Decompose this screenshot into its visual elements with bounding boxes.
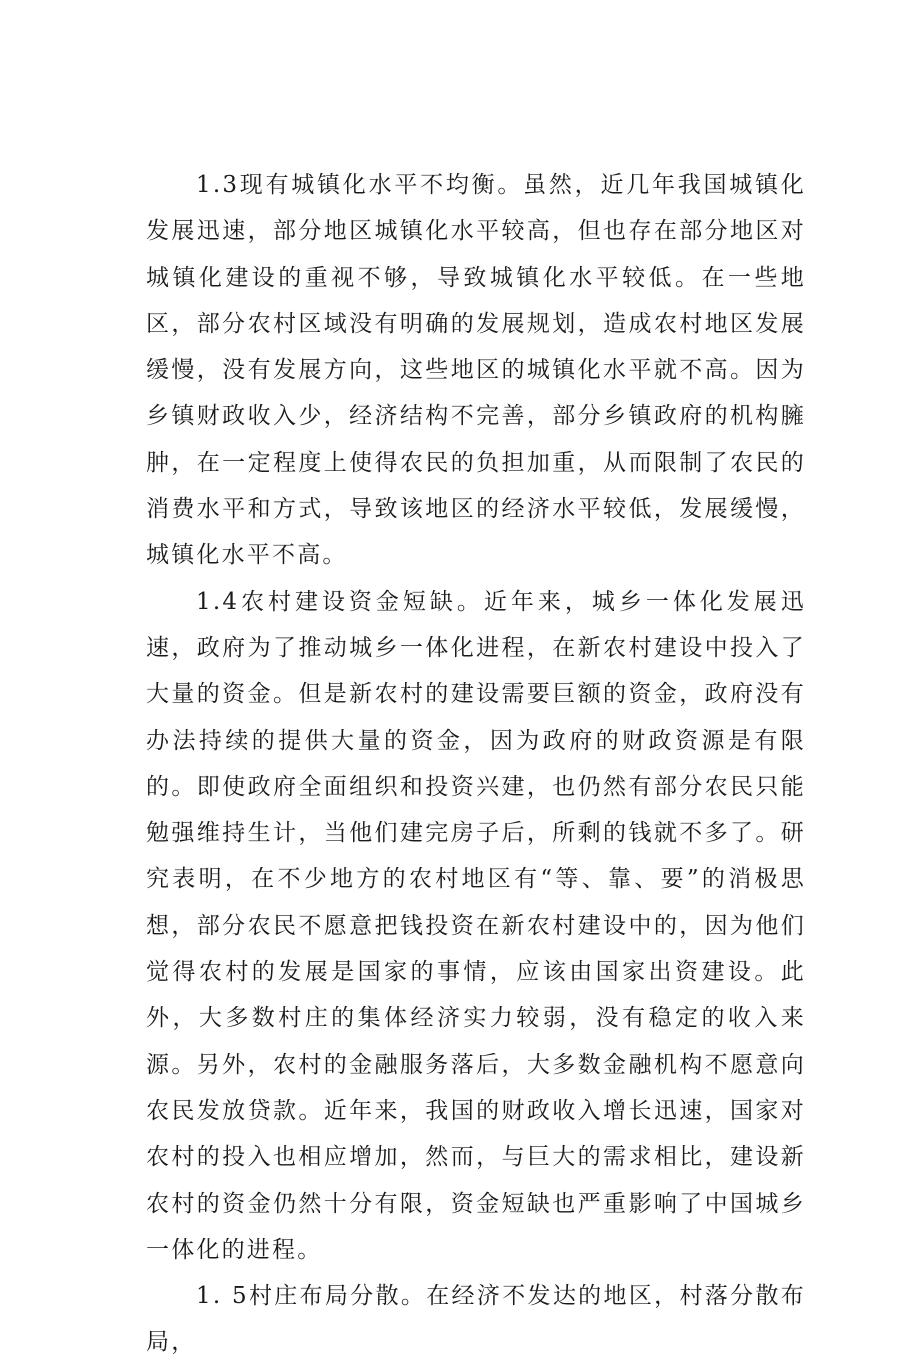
- paragraph-1-3: 1.3现有城镇化水平不均衡。虽然，近几年我国城镇化发展迅速，部分地区城镇化水平较高，但也存在部分地区对城镇化建设的重视不够，导致城镇化水平较低。在一些地区，部分农村区域没有明确的发展规划，造成农村地区发展缓慢，没有发展方向，这些地区的城镇化水平就不高。因为乡镇财政收入少，经济结构不完善，部分乡镇政府的机构臃肿，在一定程度上使得农民的负担加重，从而限制了农民的消费水平和方式，导致该地区的经济水平较低，发展缓慢，城镇化水平不高。: [146, 172, 806, 569]
- paragraph-1-4: 1.4农村建设资金短缺。近年来，城乡一体化发展迅速，政府为了推动城乡一体化进程，在新农村建设中投入了大量的资金。但是新农村的建设需要巨额的资金，政府没有办法持续的提供大量的资金，因为政府的财政资源是有限的。即使政府全面组织和投资兴建，也仍然有部分农民只能勉强维持生计，当他们建完房子后，所剩的钱就不多了。研究表明，在不少地方的农村地区有“等、靠、要”的消极思想，部分农民不愿意把钱投资在新农村建设中的，因为他们觉得农村的发展是国家的事情，应该由国家出资建设。此外，大多数村庄的集体经济实力较弱，没有稳定的收入来源。另外，农村的金融服务落后，大多数金融机构不愿意向农民发放贷款。近年来，我国的财政收入增长迅速，国家对农村的投入也相应增加，然而，与巨大的需求相比，建设新农村的资金仍然十分有限，资金短缺也严重影响了中国城乡一体化的进程。: [146, 588, 806, 1263]
- body-text: [146, 162, 806, 1366]
- paragraph-1-5: 1. 5村庄布局分散。在经济不发达的地区，村落分散布局，: [146, 1283, 806, 1356]
